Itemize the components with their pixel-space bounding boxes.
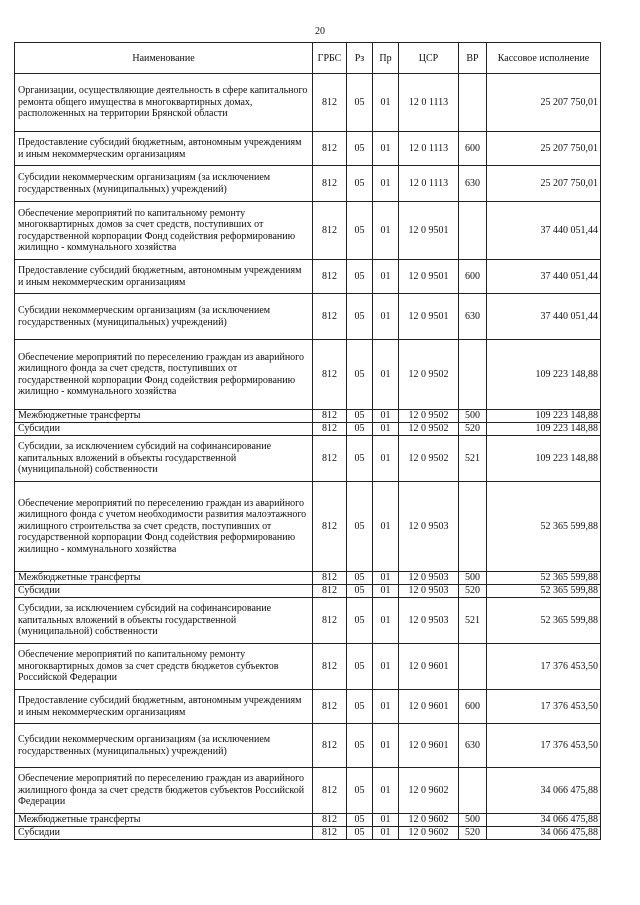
cell-csr: 12 0 1113 [399,74,459,132]
table-row [15,585,601,598]
cell-name: Субсидии некоммерческим организациям (за исключением государственных (муниципальных) учреждений) [15,724,313,768]
cell-rz: 05 [347,260,373,294]
cell-name: Обеспечение мероприятий по переселению граждан из аварийного жилищного фонда с учетом необходимости развития малоэтажного жилищного строительства за счет средств, поступивших от государственной корпорации Фонд содействия реформированию жилищно - коммунального хозяйства [15,482,313,572]
header-vr: ВР [459,43,487,74]
cell-grbs: 812 [313,294,347,340]
cell-name: Субсидии [15,423,313,436]
cell-grbs: 812 [313,768,347,814]
cell-vr: 500 [459,814,487,827]
cell-grbs: 812 [313,410,347,423]
cell-amount: 52 365 599,88 [487,482,601,572]
cell-pr: 01 [373,260,399,294]
header-csr: ЦСР [399,43,459,74]
cell-rz: 05 [347,827,373,840]
cell-vr: 521 [459,436,487,482]
cell-rz: 05 [347,202,373,260]
cell-amount: 109 223 148,88 [487,410,601,423]
cell-pr: 01 [373,132,399,166]
cell-vr: 500 [459,410,487,423]
table-header-row [15,43,601,74]
cell-vr [459,482,487,572]
cell-grbs: 812 [313,436,347,482]
cell-csr: 12 0 9602 [399,827,459,840]
cell-csr: 12 0 9502 [399,423,459,436]
cell-vr: 600 [459,260,487,294]
cell-csr: 12 0 1113 [399,166,459,202]
cell-amount: 37 440 051,44 [487,202,601,260]
cell-name: Субсидии некоммерческим организациям (за исключением государственных (муниципальных) учреждений) [15,166,313,202]
cell-amount: 25 207 750,01 [487,74,601,132]
cell-pr: 01 [373,814,399,827]
cell-grbs: 812 [313,260,347,294]
cell-rz: 05 [347,814,373,827]
cell-pr: 01 [373,202,399,260]
cell-amount: 25 207 750,01 [487,132,601,166]
cell-amount: 109 223 148,88 [487,340,601,410]
cell-amount: 37 440 051,44 [487,294,601,340]
cell-csr: 12 0 9502 [399,436,459,482]
cell-grbs: 812 [313,132,347,166]
cell-vr: 630 [459,166,487,202]
cell-pr: 01 [373,768,399,814]
cell-pr: 01 [373,644,399,690]
cell-csr: 12 0 9501 [399,260,459,294]
table-row [15,202,601,260]
cell-name: Предоставление субсидий бюджетным, автономным учреждениям и иным некоммерческим организациям [15,260,313,294]
cell-rz: 05 [347,768,373,814]
cell-name: Субсидии, за исключением субсидий на софинансирование капитальных вложений в объекты государственной (муниципальной) собственности [15,436,313,482]
table-row [15,482,601,572]
cell-name: Субсидии [15,827,313,840]
cell-name: Межбюджетные трансферты [15,410,313,423]
cell-csr: 12 0 9501 [399,294,459,340]
cell-vr [459,74,487,132]
cell-csr: 12 0 9503 [399,482,459,572]
table-row [15,572,601,585]
cell-csr: 12 0 9601 [399,644,459,690]
budget-table [14,42,601,840]
cell-rz: 05 [347,482,373,572]
cell-vr [459,340,487,410]
cell-name: Межбюджетные трансферты [15,814,313,827]
table-row [15,132,601,166]
table-row [15,644,601,690]
header-grbs: ГРБС [313,43,347,74]
cell-amount: 17 376 453,50 [487,724,601,768]
cell-name: Предоставление субсидий бюджетным, автономным учреждениям и иным некоммерческим организациям [15,132,313,166]
cell-amount: 109 223 148,88 [487,436,601,482]
table-row [15,74,601,132]
cell-pr: 01 [373,410,399,423]
cell-name: Межбюджетные трансферты [15,572,313,585]
cell-name: Субсидии, за исключением субсидий на софинансирование капитальных вложений в объекты государственной (муниципальной) собственности [15,598,313,644]
cell-rz: 05 [347,598,373,644]
cell-grbs: 812 [313,202,347,260]
cell-vr: 521 [459,598,487,644]
cell-rz: 05 [347,644,373,690]
cell-vr: 630 [459,724,487,768]
cell-grbs: 812 [313,598,347,644]
header-pr: Пр [373,43,399,74]
cell-csr: 12 0 9502 [399,340,459,410]
cell-amount: 52 365 599,88 [487,598,601,644]
cell-vr: 630 [459,294,487,340]
page-number: 20 [315,26,325,37]
cell-pr: 01 [373,482,399,572]
cell-csr: 12 0 9503 [399,585,459,598]
cell-grbs: 812 [313,572,347,585]
cell-amount: 25 207 750,01 [487,166,601,202]
cell-pr: 01 [373,340,399,410]
cell-rz: 05 [347,132,373,166]
cell-csr: 12 0 9602 [399,814,459,827]
table-row [15,814,601,827]
cell-csr: 12 0 9502 [399,410,459,423]
header-name: Наименование [15,43,313,74]
cell-amount: 34 066 475,88 [487,768,601,814]
table-row [15,768,601,814]
cell-vr: 520 [459,423,487,436]
cell-csr: 12 0 9601 [399,724,459,768]
cell-rz: 05 [347,724,373,768]
cell-csr: 12 0 9601 [399,690,459,724]
cell-rz: 05 [347,690,373,724]
cell-vr: 600 [459,132,487,166]
table-row [15,423,601,436]
cell-grbs: 812 [313,585,347,598]
cell-grbs: 812 [313,827,347,840]
cell-pr: 01 [373,423,399,436]
cell-amount: 109 223 148,88 [487,423,601,436]
cell-vr [459,202,487,260]
table-row [15,598,601,644]
cell-name: Организации, осуществляющие деятельность в сфере капитального ремонта общего имущества в многоквартирных домах, расположенных на территории Брянской области [15,74,313,132]
cell-grbs: 812 [313,166,347,202]
cell-grbs: 812 [313,74,347,132]
cell-pr: 01 [373,436,399,482]
cell-pr: 01 [373,598,399,644]
table-row [15,340,601,410]
cell-pr: 01 [373,294,399,340]
cell-amount: 52 365 599,88 [487,572,601,585]
cell-pr: 01 [373,74,399,132]
cell-rz: 05 [347,294,373,340]
cell-csr: 12 0 9503 [399,598,459,644]
cell-amount: 17 376 453,50 [487,644,601,690]
cell-csr: 12 0 9503 [399,572,459,585]
cell-vr: 600 [459,690,487,724]
cell-csr: 12 0 1113 [399,132,459,166]
cell-grbs: 812 [313,814,347,827]
cell-name: Предоставление субсидий бюджетным, автономным учреждениям и иным некоммерческим организациям [15,690,313,724]
cell-rz: 05 [347,572,373,585]
cell-grbs: 812 [313,690,347,724]
cell-name: Субсидии некоммерческим организациям (за исключением государственных (муниципальных) учреждений) [15,294,313,340]
cell-grbs: 812 [313,482,347,572]
cell-csr: 12 0 9501 [399,202,459,260]
cell-grbs: 812 [313,724,347,768]
cell-pr: 01 [373,827,399,840]
cell-grbs: 812 [313,340,347,410]
cell-vr [459,768,487,814]
cell-rz: 05 [347,585,373,598]
cell-vr [459,644,487,690]
cell-name: Обеспечение мероприятий по переселению граждан из аварийного жилищного фонда за счет средств, поступивших от государственной корпорации Фонд содействия реформированию жилищно - коммунального хозяйства [15,340,313,410]
cell-rz: 05 [347,340,373,410]
cell-grbs: 812 [313,644,347,690]
cell-grbs: 812 [313,423,347,436]
cell-amount: 52 365 599,88 [487,585,601,598]
cell-name: Обеспечение мероприятий по капитальному ремонту многоквартирных домов за счет средств бюджетов субъектов Российской Федерации [15,644,313,690]
cell-vr: 500 [459,572,487,585]
cell-vr: 520 [459,827,487,840]
table-row [15,166,601,202]
cell-pr: 01 [373,585,399,598]
cell-name: Субсидии [15,585,313,598]
cell-amount: 34 066 475,88 [487,827,601,840]
cell-rz: 05 [347,410,373,423]
cell-pr: 01 [373,724,399,768]
cell-amount: 17 376 453,50 [487,690,601,724]
cell-pr: 01 [373,166,399,202]
cell-csr: 12 0 9602 [399,768,459,814]
table-row [15,410,601,423]
cell-pr: 01 [373,572,399,585]
table-row [15,724,601,768]
cell-vr: 520 [459,585,487,598]
cell-name: Обеспечение мероприятий по капитальному ремонту многоквартирных домов за счет средств, поступивших от государственной корпорации Фонд содействия реформированию жилищно - коммунального хозяйства [15,202,313,260]
cell-rz: 05 [347,74,373,132]
header-amount: Кассовое исполнение [487,43,601,74]
table-row [15,294,601,340]
header-rz: Рз [347,43,373,74]
cell-name: Обеспечение мероприятий по переселению граждан из аварийного жилищного фонда за счет средств бюджетов субъектов Российской Федерации [15,768,313,814]
table-row [15,827,601,840]
cell-pr: 01 [373,690,399,724]
cell-rz: 05 [347,166,373,202]
table-row [15,690,601,724]
table-row [15,260,601,294]
table-row [15,436,601,482]
cell-amount: 37 440 051,44 [487,260,601,294]
cell-rz: 05 [347,423,373,436]
cell-amount: 34 066 475,88 [487,814,601,827]
cell-rz: 05 [347,436,373,482]
